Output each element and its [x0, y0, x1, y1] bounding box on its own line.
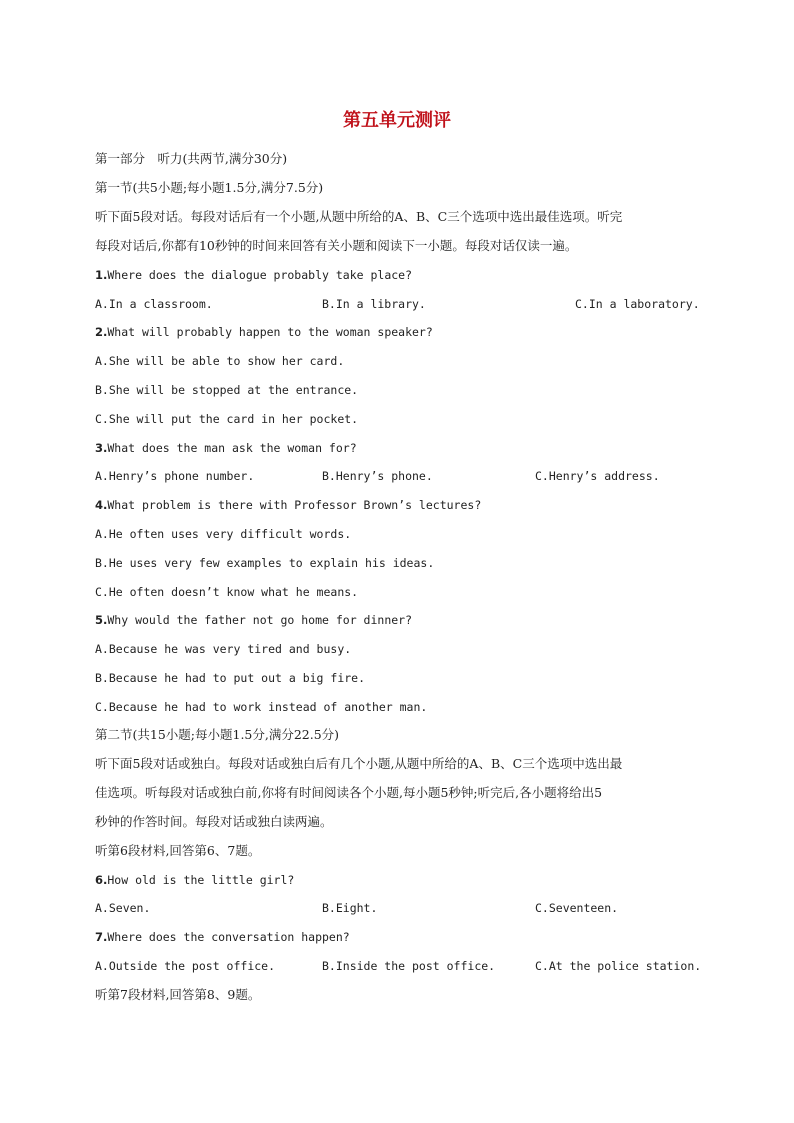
- part-one-heading: 第一部分 听力(共两节,满分30分): [95, 151, 288, 166]
- question-number: 2.: [95, 325, 108, 339]
- section-two-heading: 第二节(共15小题;每小题1.5分,满分22.5分): [95, 727, 340, 742]
- section-two-instructions-1: 听下面5段对话或独白。每段对话或独白后有几个小题,从题中所给的A、B、C三个选项中选出最: [95, 756, 623, 771]
- question-text: What problem is there with Professor Brown’s lectures?: [107, 498, 482, 512]
- q1-option-b: B.In a library.: [322, 297, 426, 311]
- question-4: [95, 496, 481, 514]
- q1-option-c: C.In a laboratory.: [575, 297, 700, 311]
- question-text: What does the man ask the woman for?: [107, 441, 357, 455]
- section-two-instructions-3: 秒钟的作答时间。每段对话或独白读两遍。: [95, 814, 333, 829]
- section-one-heading: 第一节(共5小题;每小题1.5分,满分7.5分): [95, 180, 324, 195]
- q2-option-b: B.She will be stopped at the entrance.: [95, 383, 359, 397]
- q7-option-a: A.Outside the post office.: [95, 959, 276, 973]
- question-3: [95, 439, 357, 457]
- material-7-note: 听第7段材料,回答第8、9题。: [95, 987, 261, 1002]
- question-number: 7.: [95, 930, 108, 944]
- q3-option-a: A.Henry’s phone number.: [95, 469, 255, 483]
- q3-option-c: C.Henry’s address.: [535, 469, 660, 483]
- q5-option-a: A.Because he was very tired and busy.: [95, 642, 352, 656]
- q7-option-b: B.Inside the post office.: [322, 959, 496, 973]
- question-6: [95, 871, 294, 889]
- q5-option-c: C.Because he had to work instead of another man.: [95, 700, 428, 714]
- question-text: Where does the dialogue probably take place?: [107, 268, 413, 282]
- q7-option-c: C.At the police station.: [535, 959, 702, 973]
- q5-option-b: B.Because he had to put out a big fire.: [95, 671, 366, 685]
- question-number: 1.: [95, 268, 108, 282]
- page-title: 第五单元测评: [343, 110, 451, 131]
- question-7: [95, 928, 350, 946]
- question-text: Where does the conversation happen?: [107, 930, 350, 944]
- question-number: 3.: [95, 441, 108, 455]
- question-text: What will probably happen to the woman speaker?: [107, 325, 433, 339]
- question-5: [95, 611, 412, 629]
- material-6-note: 听第6段材料,回答第6、7题。: [95, 843, 261, 858]
- question-2: [95, 323, 433, 341]
- question-number: 6.: [95, 873, 108, 887]
- question-text: Why would the father not go home for dinner?: [107, 613, 413, 627]
- q1-option-a: A.In a classroom.: [95, 297, 213, 311]
- q6-option-c: C.Seventeen.: [535, 901, 619, 915]
- question-number: 4.: [95, 498, 108, 512]
- q2-option-c: C.She will put the card in her pocket.: [95, 412, 359, 426]
- q6-option-b: B.Eight.: [322, 901, 378, 915]
- section-one-instructions-2: 每段对话后,你都有10秒钟的时间来回答有关小题和阅读下一小题。每段对话仅读一遍。: [95, 238, 578, 253]
- q4-option-c: C.He often doesn’t know what he means.: [95, 585, 359, 599]
- section-two-instructions-2: 佳选项。听每段对话或独白前,你将有时间阅读各个小题,每小题5秒钟;听完后,各小题将给出5: [95, 785, 603, 800]
- question-number: 5.: [95, 613, 108, 627]
- q2-option-a: A.She will be able to show her card.: [95, 354, 345, 368]
- q6-option-a: A.Seven.: [95, 901, 151, 915]
- q3-option-b: B.Henry’s phone.: [322, 469, 433, 483]
- q4-option-a: A.He often uses very difficult words.: [95, 527, 352, 541]
- question-1: [95, 266, 412, 284]
- question-text: How old is the little girl?: [107, 873, 295, 887]
- section-one-instructions-1: 听下面5段对话。每段对话后有一个小题,从题中所给的A、B、C三个选项中选出最佳选项。听完: [95, 209, 623, 224]
- q4-option-b: B.He uses very few examples to explain his ideas.: [95, 556, 435, 570]
